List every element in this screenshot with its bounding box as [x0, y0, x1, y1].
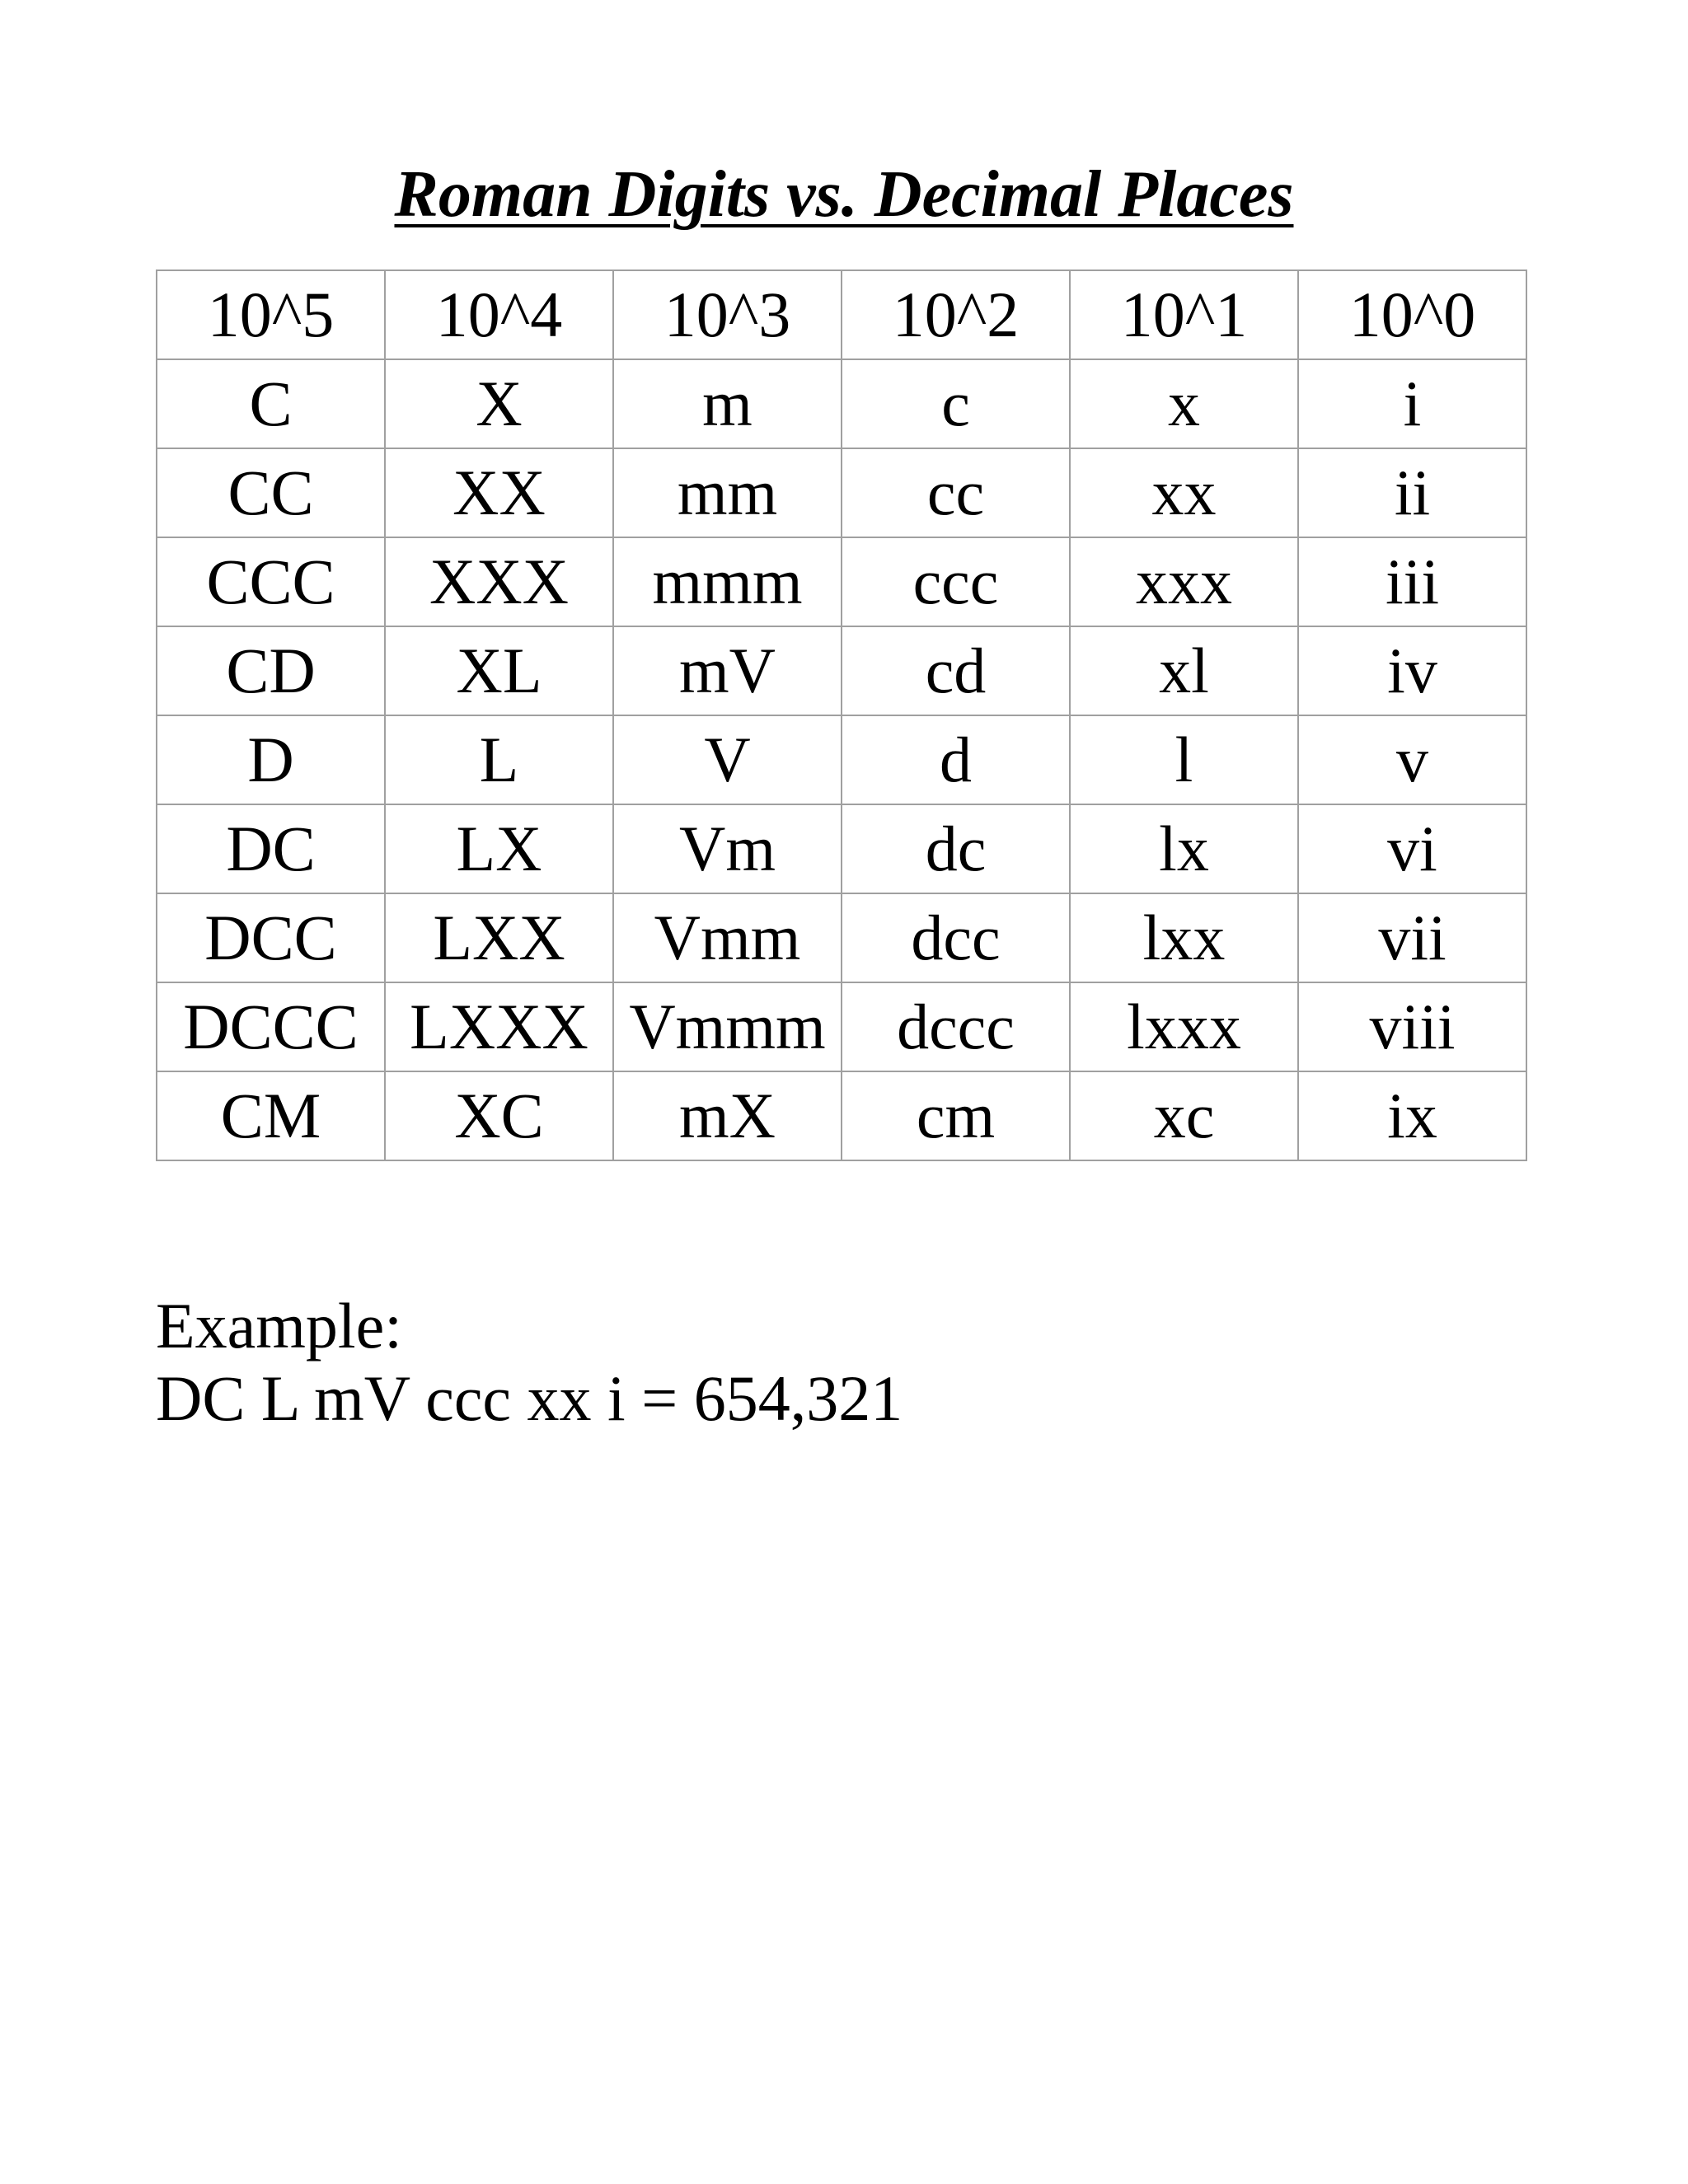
table-cell: XL: [385, 626, 613, 715]
table-cell: CD: [157, 626, 385, 715]
table-cell: mm: [613, 448, 842, 537]
table-row: [157, 359, 1526, 448]
table-cell: dcc: [842, 893, 1070, 982]
table-cell: mX: [613, 1071, 842, 1160]
table-row: [157, 893, 1526, 982]
table-cell: viii: [1298, 982, 1526, 1071]
table-cell: lx: [1070, 804, 1298, 893]
table-cell: m: [613, 359, 842, 448]
header-row: [157, 270, 1526, 359]
table-cell: Vm: [613, 804, 842, 893]
table-cell: xxx: [1070, 537, 1298, 626]
table-cell: xc: [1070, 1071, 1298, 1160]
table-cell: ii: [1298, 448, 1526, 537]
table-cell: vii: [1298, 893, 1526, 982]
page-title: Roman Digits vs. Decimal Places: [394, 158, 1294, 231]
table-cell: cm: [842, 1071, 1070, 1160]
table-cell: Vmm: [613, 893, 842, 982]
table-cell: XXX: [385, 537, 613, 626]
table-cell: xl: [1070, 626, 1298, 715]
table-cell: d: [842, 715, 1070, 804]
table-cell: Vmmm: [613, 982, 842, 1071]
table-cell: iii: [1298, 537, 1526, 626]
table-header: [157, 270, 1526, 359]
header-cell-10-0: 10^0: [1298, 270, 1526, 359]
table-cell: lxx: [1070, 893, 1298, 982]
table-cell: CCC: [157, 537, 385, 626]
header-cell-10-1: 10^1: [1070, 270, 1298, 359]
header-cell-10-5: 10^5: [157, 270, 385, 359]
header-cell-10-2: 10^2: [842, 270, 1070, 359]
table-row: [157, 982, 1526, 1071]
table-cell: mmm: [613, 537, 842, 626]
table-cell: DCC: [157, 893, 385, 982]
table-cell: DCCC: [157, 982, 385, 1071]
table-cell: ccc: [842, 537, 1070, 626]
table-body: [157, 359, 1526, 1160]
header-cell-10-4: 10^4: [385, 270, 613, 359]
table-cell: XC: [385, 1071, 613, 1160]
table-cell: mV: [613, 626, 842, 715]
example-block: [156, 1290, 903, 1435]
table-cell: cc: [842, 448, 1070, 537]
table-cell: l: [1070, 715, 1298, 804]
table-row: [157, 448, 1526, 537]
table-row: [157, 1071, 1526, 1160]
table-cell: CM: [157, 1071, 385, 1160]
table-cell: LXXX: [385, 982, 613, 1071]
table-cell: dc: [842, 804, 1070, 893]
example-expression: DC L mV ccc xx i = 654,321: [156, 1362, 903, 1434]
table-cell: cd: [842, 626, 1070, 715]
table-cell: LXX: [385, 893, 613, 982]
table-cell: vi: [1298, 804, 1526, 893]
table-cell: X: [385, 359, 613, 448]
table-cell: V: [613, 715, 842, 804]
table-cell: lxxx: [1070, 982, 1298, 1071]
table-cell: L: [385, 715, 613, 804]
table-row: [157, 804, 1526, 893]
table-cell: CC: [157, 448, 385, 537]
example-label: Example:: [156, 1290, 402, 1361]
table-cell: xx: [1070, 448, 1298, 537]
table-cell: x: [1070, 359, 1298, 448]
table-cell: iv: [1298, 626, 1526, 715]
table-cell: c: [842, 359, 1070, 448]
table-row: [157, 626, 1526, 715]
table-row: [157, 715, 1526, 804]
table-cell: i: [1298, 359, 1526, 448]
header-cell-10-3: 10^3: [613, 270, 842, 359]
table-cell: v: [1298, 715, 1526, 804]
table-cell: LX: [385, 804, 613, 893]
table-cell: C: [157, 359, 385, 448]
table-row: [157, 537, 1526, 626]
roman-digits-table: [156, 269, 1527, 1161]
table-cell: DC: [157, 804, 385, 893]
table-cell: dccc: [842, 982, 1070, 1071]
table-cell: D: [157, 715, 385, 804]
table-cell: XX: [385, 448, 613, 537]
table-cell: ix: [1298, 1071, 1526, 1160]
